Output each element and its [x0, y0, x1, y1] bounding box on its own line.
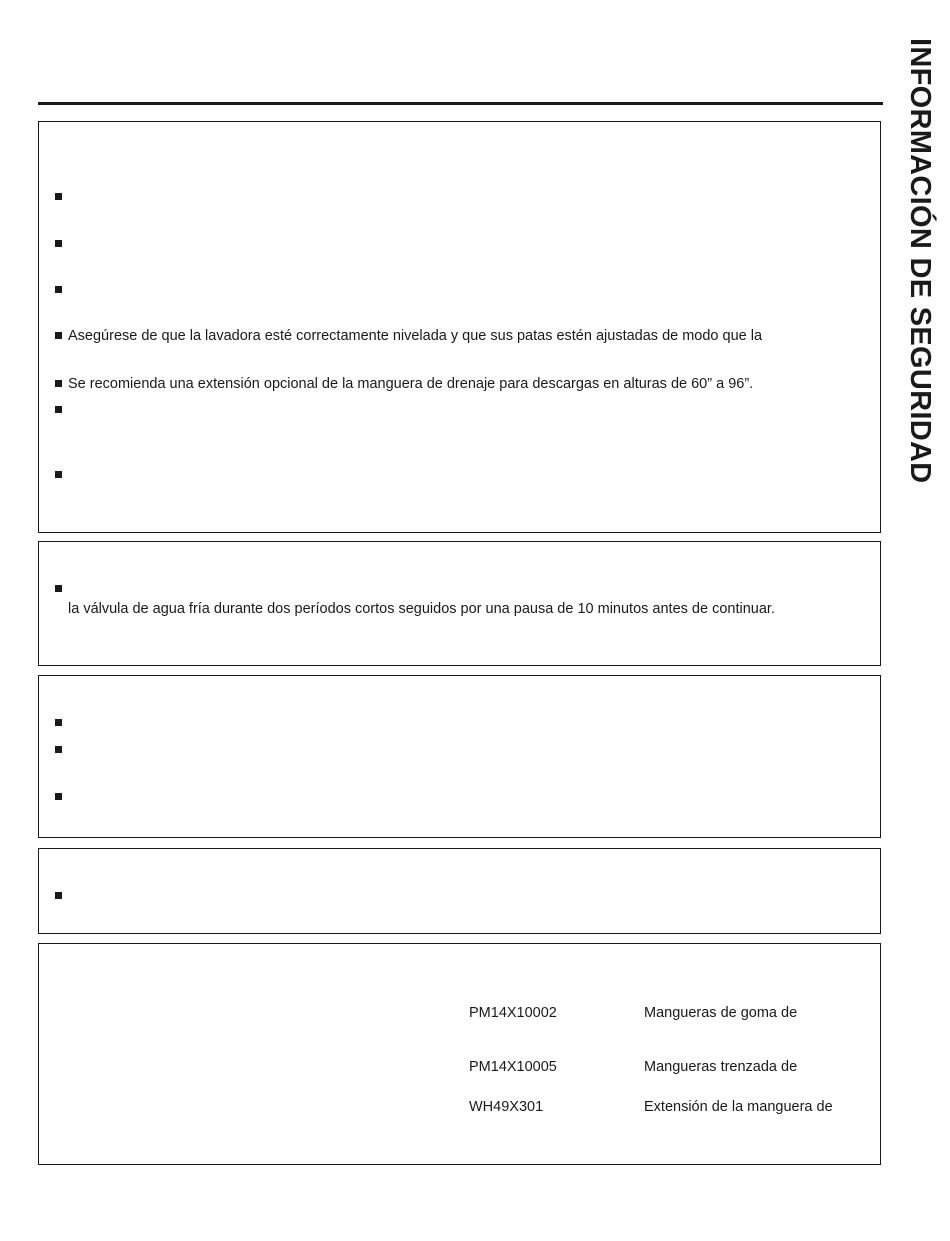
list-item [55, 714, 68, 732]
list-item [55, 188, 68, 206]
bullet-icon [55, 240, 62, 247]
bullet-icon [55, 719, 62, 726]
list-item [55, 281, 68, 299]
list-item [55, 741, 68, 759]
side-title: INFORMACIÓN DE SEGURIDAD [904, 38, 936, 484]
bullet-icon [55, 892, 62, 899]
list-item [55, 466, 68, 484]
bullet-icon [55, 406, 62, 413]
part-description: Mangueras de goma de [644, 1005, 798, 1021]
part-number: PM14X10005 [469, 1059, 557, 1075]
drain-text: Se recomienda una extensión opcional de la manguera de drenaje para descargas en alturas de 60” a 96”. [68, 376, 754, 392]
bullet-icon [55, 585, 62, 592]
part-description: Extensión de la manguera de [644, 1099, 833, 1115]
bullet-icon [55, 193, 62, 200]
accessories-section [38, 943, 881, 1165]
usage-section [38, 675, 881, 838]
part-description: Mangueras trenzada de [644, 1059, 798, 1075]
list-item [55, 580, 68, 598]
part-number: PM14X10002 [469, 1005, 557, 1021]
bullet-icon [55, 471, 62, 478]
list-item [55, 401, 68, 419]
list-item [55, 887, 68, 905]
header-rule [38, 102, 883, 105]
list-item [55, 375, 753, 393]
list-item [55, 235, 68, 253]
leveling-text: Asegúrese de que la lavadora esté correctamente nivelada y que sus patas estén ajustadas de modo que la [68, 328, 763, 344]
list-item [55, 327, 762, 345]
part-number: WH49X301 [469, 1099, 544, 1115]
bullet-icon [55, 746, 62, 753]
note-section [38, 848, 881, 934]
installation-section [38, 121, 881, 533]
bullet-icon [55, 793, 62, 800]
bullet-icon [55, 380, 62, 387]
list-item [55, 788, 68, 806]
bullet-icon [55, 332, 62, 339]
valve-text: la válvula de agua fría durante dos períodos cortos seguidos por una pausa de 10 minutos antes de continuar. [68, 601, 775, 617]
bullet-icon [55, 286, 62, 293]
water-valve-section [38, 541, 881, 666]
